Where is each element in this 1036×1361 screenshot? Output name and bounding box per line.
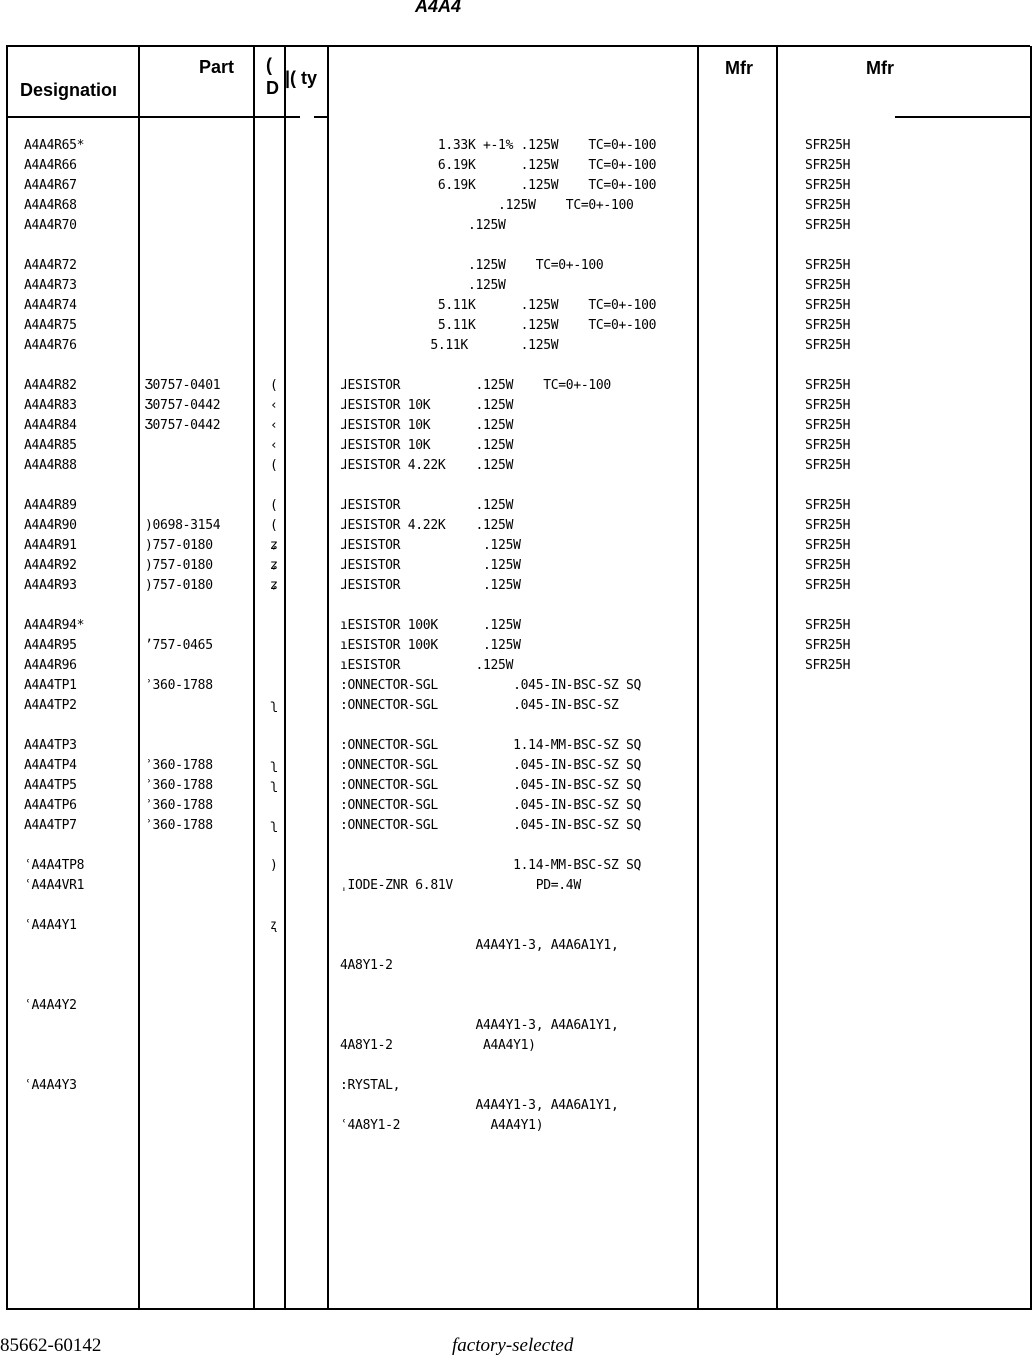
description: ıESISTOR 100K .125W [340, 638, 521, 653]
description: ˌIODE-ZNR 6.81V PD=.4W [340, 878, 581, 893]
description: 6.19K .125W TC=0+-100 [340, 158, 657, 173]
mfr-part-number: SFR25H [805, 278, 851, 293]
mfr-part-number: SFR25H [805, 318, 851, 333]
description: ʿ4A8Y1-2 A4A4Y1) [340, 1118, 544, 1133]
description: :ONNECTOR-SGL .045-IN-BSC-SZ SQ [340, 678, 642, 693]
designation: A4A4TP6 [24, 798, 77, 813]
description: .125W TC=0+-100 [340, 258, 604, 273]
table-row [0, 576, 1036, 596]
mfr-part-number: SFR25H [805, 218, 851, 233]
table-row [0, 256, 1036, 276]
designation: A4A4R75 [24, 318, 77, 333]
table-row [0, 1076, 1036, 1096]
check-digit: ʅ [270, 698, 278, 713]
description: ɺESISTOR 10K .125W [340, 438, 514, 453]
mfr-part-number: SFR25H [805, 298, 851, 313]
description: :ONNECTOR-SGL .045-IN-BSC-SZ [340, 698, 619, 713]
check-digit: ʅ [270, 758, 278, 773]
designation: A4A4TP5 [24, 778, 77, 793]
mfr-part-number: SFR25H [805, 618, 851, 633]
table-row [0, 516, 1036, 536]
mfr-part-number: SFR25H [805, 198, 851, 213]
designation: A4A4R93 [24, 578, 77, 593]
designation: ʿA4A4Y1 [24, 918, 77, 933]
description: A4A4Y1-3, A4A6A1Y1, [340, 938, 619, 953]
description: A4A4Y1-3, A4A6A1Y1, [340, 1018, 619, 1033]
description: ɺESISTOR .125W [340, 538, 521, 553]
table-row [0, 816, 1036, 836]
description: .125W [340, 278, 506, 293]
description: ɺESISTOR 4.22K .125W [340, 458, 514, 473]
table-bottom-rule [6, 1308, 1030, 1310]
part-number: ʾ360-1788 [145, 818, 213, 833]
part-number: Ʒ0757-0442 [145, 398, 221, 413]
table-row [0, 936, 1036, 956]
mfr-part-number: SFR25H [805, 658, 851, 673]
mfr-part-number: SFR25H [805, 438, 851, 453]
description: 1.33K +-1% .125W TC=0+-100 [340, 138, 657, 153]
header-qty: |( ty [285, 68, 318, 88]
table-row [0, 776, 1036, 796]
designation: A4A4R66 [24, 158, 77, 173]
table-row [0, 676, 1036, 696]
description: ɺESISTOR .125W [340, 558, 521, 573]
table-row [0, 956, 1036, 976]
mfr-part-number: SFR25H [805, 538, 851, 553]
description: :ONNECTOR-SGL 1.14-MM-BSC-SZ SQ [340, 738, 642, 753]
designation: A4A4R65* [24, 138, 85, 153]
table-row [0, 756, 1036, 776]
description: 5.11K .125W [340, 338, 559, 353]
designation: A4A4R68 [24, 198, 77, 213]
mfr-part-number: SFR25H [805, 378, 851, 393]
header-cd-bottom: D [266, 78, 279, 98]
check-digit: ʅ [270, 818, 278, 833]
mfr-part-number: SFR25H [805, 178, 851, 193]
header-bottom-rule-right [895, 116, 1030, 118]
mfr-part-number: SFR25H [805, 498, 851, 513]
mfr-part-number: SFR25H [805, 398, 851, 413]
header-mfr-part: Mfr [866, 58, 894, 78]
designation: ʿA4A4Y2 [24, 998, 77, 1013]
part-number: ʾ360-1788 [145, 678, 213, 693]
part-number: Ʒ0757-0442 [145, 418, 221, 433]
table-row [0, 916, 1036, 936]
description: .125W [340, 218, 506, 233]
designation: ʿA4A4VR1 [24, 878, 85, 893]
designation: A4A4TP1 [24, 678, 77, 693]
designation: A4A4R85 [24, 438, 77, 453]
description: 5.11K .125W TC=0+-100 [340, 298, 657, 313]
table-row [0, 996, 1036, 1016]
part-number: ʾ360-1788 [145, 798, 213, 813]
designation: A4A4R74 [24, 298, 77, 313]
table-row [0, 796, 1036, 816]
description: ɺESISTOR .125W TC=0+-100 [340, 378, 611, 393]
table-row [0, 556, 1036, 576]
description: :RYSTAL, [340, 1078, 401, 1093]
mfr-part-number: SFR25H [805, 158, 851, 173]
designation: A4A4R72 [24, 258, 77, 273]
table-row [0, 636, 1036, 656]
header-mfr: Mfr [725, 58, 753, 78]
mfr-part-number: SFR25H [805, 558, 851, 573]
table-row [0, 216, 1036, 236]
check-digit: ( [270, 498, 278, 513]
designation: A4A4R92 [24, 558, 77, 573]
header-part: Part [199, 57, 235, 77]
check-digit: ) [270, 858, 278, 873]
designation: A4A4TP3 [24, 738, 77, 753]
check-digit: ‹ [270, 418, 278, 433]
part-number: Ʒ0757-0401 [145, 378, 221, 393]
mfr-part-number: SFR25H [805, 338, 851, 353]
description: 1.14-MM-BSC-SZ SQ [340, 858, 642, 873]
designation: A4A4R94* [24, 618, 85, 633]
designation: A4A4R91 [24, 538, 77, 553]
description: 6.19K .125W TC=0+-100 [340, 178, 657, 193]
designation: A4A4R67 [24, 178, 77, 193]
designation: A4A4R82 [24, 378, 77, 393]
header-cd-top: ( [266, 55, 272, 75]
check-digit: ‹ [270, 398, 278, 413]
part-number: ʾ360-1788 [145, 778, 213, 793]
designation: A4A4R76 [24, 338, 77, 353]
check-digit: ( [270, 458, 278, 473]
designation: A4A4TP4 [24, 758, 77, 773]
mfr-part-number: SFR25H [805, 518, 851, 533]
description: ɺESISTOR 10K .125W [340, 418, 514, 433]
table-row [0, 496, 1036, 516]
designation: A4A4R83 [24, 398, 77, 413]
table-row [0, 616, 1036, 636]
table-row [0, 1016, 1036, 1036]
description: :ONNECTOR-SGL .045-IN-BSC-SZ SQ [340, 818, 642, 833]
table-row [0, 336, 1036, 356]
designation: A4A4R95 [24, 638, 77, 653]
description: ıESISTOR .125W [340, 658, 514, 673]
table-row [0, 156, 1036, 176]
check-digit: ( [270, 518, 278, 533]
designation: A4A4R70 [24, 218, 77, 233]
assembly-title: A4A4 [415, 0, 462, 16]
description: ɺESISTOR .125W [340, 578, 521, 593]
table-row [0, 176, 1036, 196]
description: A4A4Y1-3, A4A6A1Y1, [340, 1098, 619, 1113]
designation: A4A4R96 [24, 658, 77, 673]
table-row [0, 876, 1036, 896]
table-row [0, 136, 1036, 156]
mfr-part-number: SFR25H [805, 458, 851, 473]
table-row [0, 376, 1036, 396]
table-row [0, 396, 1036, 416]
part-number: )0698-3154 [145, 518, 221, 533]
table-row [0, 656, 1036, 676]
part-number: )757-0180 [145, 578, 213, 593]
header-bottom-rule-mid [314, 116, 328, 118]
table-row [0, 1036, 1036, 1056]
designation: A4A4TP2 [24, 698, 77, 713]
part-number: )757-0180 [145, 538, 213, 553]
header-designation: Designatioı [20, 80, 118, 100]
description: :ONNECTOR-SGL .045-IN-BSC-SZ SQ [340, 798, 642, 813]
mfr-part-number: SFR25H [805, 578, 851, 593]
table-row [0, 1096, 1036, 1116]
description: ɺESISTOR .125W [340, 498, 514, 513]
table-row [0, 696, 1036, 716]
check-digit: ‹ [270, 438, 278, 453]
part-number: ʾ360-1788 [145, 758, 213, 773]
description: 4A8Y1-2 [340, 958, 393, 973]
table-row [0, 296, 1036, 316]
designation: A4A4R84 [24, 418, 77, 433]
table-row [0, 196, 1036, 216]
mfr-part-number: SFR25H [805, 258, 851, 273]
table-row [0, 456, 1036, 476]
designation: A4A4R89 [24, 498, 77, 513]
check-digit: ʑ [270, 558, 278, 573]
description: 5.11K .125W TC=0+-100 [340, 318, 657, 333]
mfr-part-number: SFR25H [805, 418, 851, 433]
description: 4A8Y1-2 A4A4Y1) [340, 1038, 536, 1053]
designation: ʿA4A4Y3 [24, 1078, 77, 1093]
part-number: )757-0180 [145, 558, 213, 573]
designation: ʿA4A4TP8 [24, 858, 85, 873]
check-digit: ʑ [270, 578, 278, 593]
description: .125W TC=0+-100 [340, 198, 634, 213]
footnote: factory-selected [452, 1335, 574, 1356]
description: :ONNECTOR-SGL .045-IN-BSC-SZ SQ [340, 778, 642, 793]
check-digit: ʐ [270, 918, 278, 933]
description: ɺESISTOR 4.22K .125W [340, 518, 514, 533]
description: ıESISTOR 100K .125W [340, 618, 521, 633]
table-row [0, 436, 1036, 456]
designation: A4A4R90 [24, 518, 77, 533]
check-digit: ( [270, 378, 278, 393]
table-row [0, 736, 1036, 756]
part-number: ʼ757-0465 [145, 638, 213, 653]
table-row [0, 856, 1036, 876]
mfr-part-number: SFR25H [805, 138, 851, 153]
table-row [0, 1116, 1036, 1136]
header-top-rule [6, 45, 1030, 47]
table-row [0, 536, 1036, 556]
table-row [0, 416, 1036, 436]
designation: A4A4R88 [24, 458, 77, 473]
description: ɺESISTOR 10K .125W [340, 398, 514, 413]
check-digit: ʑ [270, 538, 278, 553]
designation: A4A4R73 [24, 278, 77, 293]
check-digit: ʅ [270, 778, 278, 793]
mfr-part-number: SFR25H [805, 638, 851, 653]
table-row [0, 316, 1036, 336]
document-number: 85662-60142 [0, 1335, 102, 1356]
description: :ONNECTOR-SGL .045-IN-BSC-SZ SQ [340, 758, 642, 773]
table-row [0, 276, 1036, 296]
header-bottom-rule [6, 116, 300, 118]
designation: A4A4TP7 [24, 818, 77, 833]
